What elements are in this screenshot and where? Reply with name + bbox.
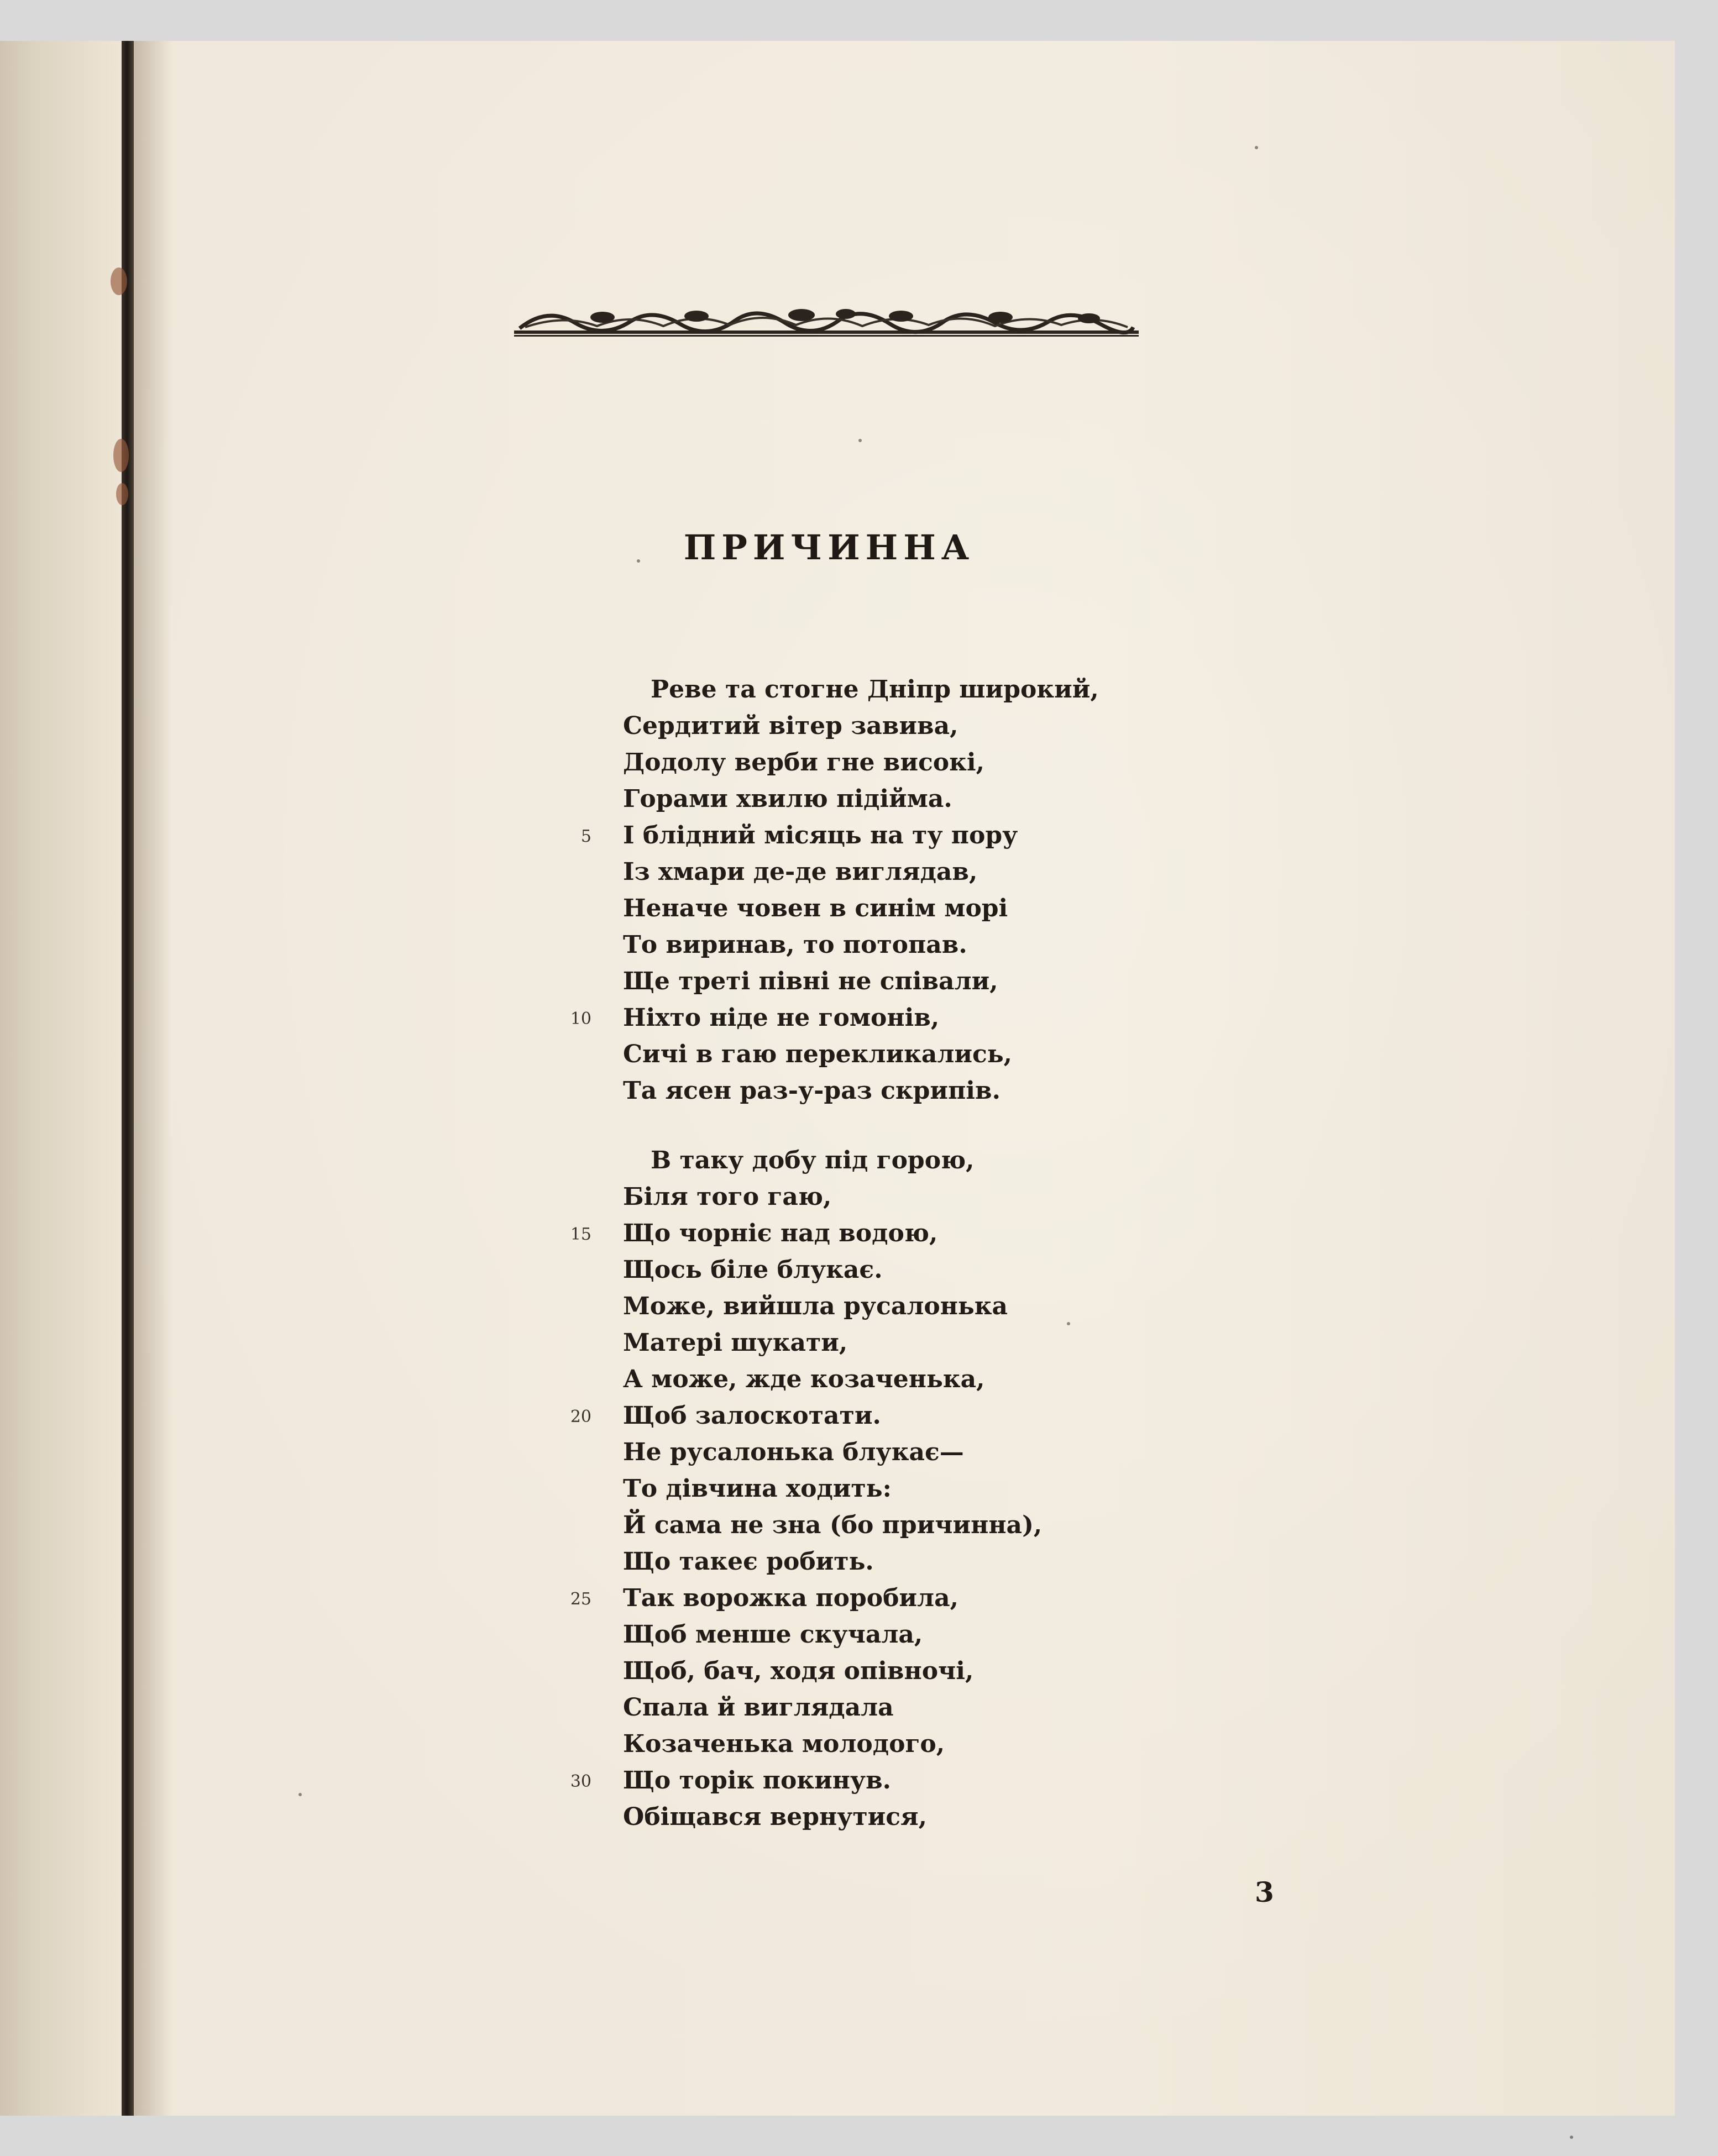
poem-line: Що чорніє над водою, (623, 1219, 938, 1247)
line-number: 5 (580, 827, 591, 846)
paper-speck (637, 559, 640, 563)
poem-line: Що торік покинув. (623, 1766, 891, 1795)
line-number: 15 (570, 1225, 591, 1244)
poem-line: Та ясен раз-у-раз скрипів. (623, 1077, 1001, 1105)
poem-line: Сичі в гаю перекликались, (623, 1040, 1012, 1068)
page-stain (113, 439, 129, 472)
poem-line: Неначе човен в синім морі (623, 894, 1008, 922)
poem-line: Спала й виглядала (623, 1693, 894, 1722)
paper-speck (298, 1793, 302, 1796)
poem-line: Так ворожка поробила, (623, 1584, 958, 1612)
paper-speck (858, 439, 862, 442)
poem-line: Ніхто ніде не гомонів, (623, 1004, 940, 1032)
paper-speck (1067, 1322, 1070, 1325)
poem-line: В таку добу під горою, (651, 1146, 975, 1174)
poem-line: Додолу верби гне високі, (623, 748, 984, 777)
binding-shadow (134, 41, 172, 2116)
poem-line: Біля того гаю, (623, 1183, 832, 1211)
line-number: 10 (570, 1009, 591, 1029)
poem-line: Сердитий вітер завива, (623, 712, 958, 740)
poem-line: А може, жде козаченька, (623, 1365, 985, 1393)
poem-line: То дівчина ходить: (623, 1475, 892, 1503)
book-page (0, 41, 1675, 2116)
page-gutter (0, 41, 127, 2116)
poem-line: То виринав, то потопав. (623, 931, 967, 959)
poem-line: Ще треті півні не співали, (623, 967, 998, 995)
poem-line: Не русалонька блукає— (623, 1438, 964, 1466)
paper-speck (1570, 2136, 1573, 2139)
page-stain (116, 483, 128, 505)
line-number: 20 (570, 1407, 591, 1426)
line-number: 25 (570, 1590, 591, 1609)
poem-line: Може, вийшла русалонька (623, 1292, 1008, 1320)
poem-line: Козаченька молодого, (623, 1730, 945, 1758)
poem-line: Щось біле блукає. (623, 1256, 883, 1284)
poem-line: Щоб менше скучала, (623, 1620, 923, 1649)
line-number: 30 (570, 1772, 591, 1791)
poem-line: Обіщався вернутися, (623, 1803, 927, 1831)
poem-line: Реве та стогне Дніпр широкий, (651, 675, 1099, 704)
decorative-ornament-divider (514, 301, 1139, 345)
poem-line: Із хмари де-де виглядав, (623, 858, 978, 886)
poem-title: ПРИЧИННА (683, 527, 975, 568)
poem-line: Щоб, бач, ходя опівночі, (623, 1657, 974, 1685)
poem-line: Горами хвилю підійма. (623, 785, 952, 813)
poem-line: Щоб залоскотати. (623, 1402, 881, 1430)
poem-line: Що такеє робить. (623, 1548, 874, 1576)
poem-line: І блідний місяць на ту пору (623, 821, 1018, 849)
page-number: 3 (1255, 1876, 1274, 1908)
page-stain (111, 267, 127, 295)
poem-line: Й сама не зна (бо причинна), (623, 1511, 1043, 1539)
poem-line: Матері шукати, (623, 1329, 848, 1357)
binding-edge (122, 41, 134, 2116)
paper-speck (1255, 146, 1258, 149)
